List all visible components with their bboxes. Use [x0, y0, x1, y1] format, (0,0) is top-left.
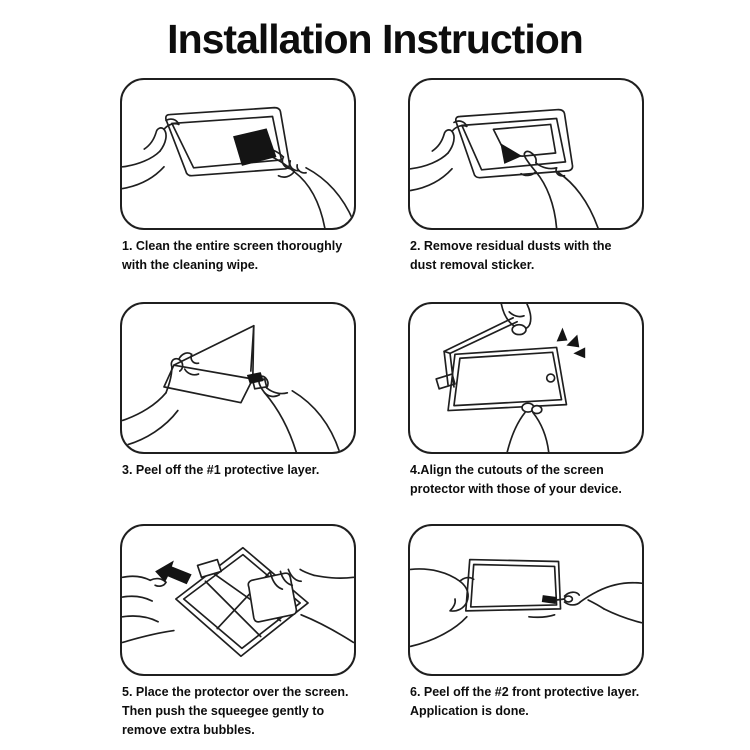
step-2-cell: [408, 78, 648, 275]
step-2-panel: [408, 78, 644, 230]
step-1-panel: [120, 78, 356, 230]
step-4-illustration-align-cutouts: [410, 304, 642, 452]
layer-2-black-tab: [542, 595, 557, 604]
step-6-panel: [408, 524, 644, 676]
step-1-cell: [120, 78, 360, 275]
step-6-caption: 6. Peel off the #2 front protective layer. Application is done.: [410, 685, 640, 718]
layer-1-black-tab: [247, 372, 264, 384]
step-6-illustration-peel-layer-2: [410, 526, 642, 674]
step-5-cell: [120, 524, 360, 739]
home-button: [547, 374, 555, 382]
step-4-panel: [408, 302, 644, 454]
step-5-panel: [120, 524, 356, 676]
step-4-caption: 4.Align the cutouts of the screen protector with those of your device.: [410, 463, 622, 496]
step-1-caption: 1. Clean the entire screen thoroughly with the cleaning wipe.: [122, 239, 343, 272]
step-3-panel: [120, 302, 356, 454]
step-3-cell: [120, 302, 360, 480]
step-3-illustration-peel-layer-1: [122, 304, 354, 452]
step-5-caption: 5. Place the protector over the screen. Then push the squeegee gently to remove extra bubbles.: [122, 685, 349, 737]
step-5-illustration-squeegee: [122, 526, 354, 674]
push-direction-arrow-icon: [155, 561, 192, 585]
step-1-illustration-cleaning-wipe: [122, 80, 354, 228]
step-6-cell: [408, 524, 648, 721]
step-3-caption: 3. Peel off the #1 protective layer.: [122, 463, 320, 477]
page-title: Installation Instruction: [167, 16, 583, 62]
step-4-cell: [408, 302, 648, 499]
attention-marks-icon: [557, 328, 586, 359]
step-2-caption: 2. Remove residual dusts with the dust removal sticker.: [410, 239, 612, 272]
step-2-illustration-dust-sticker: [410, 80, 642, 228]
